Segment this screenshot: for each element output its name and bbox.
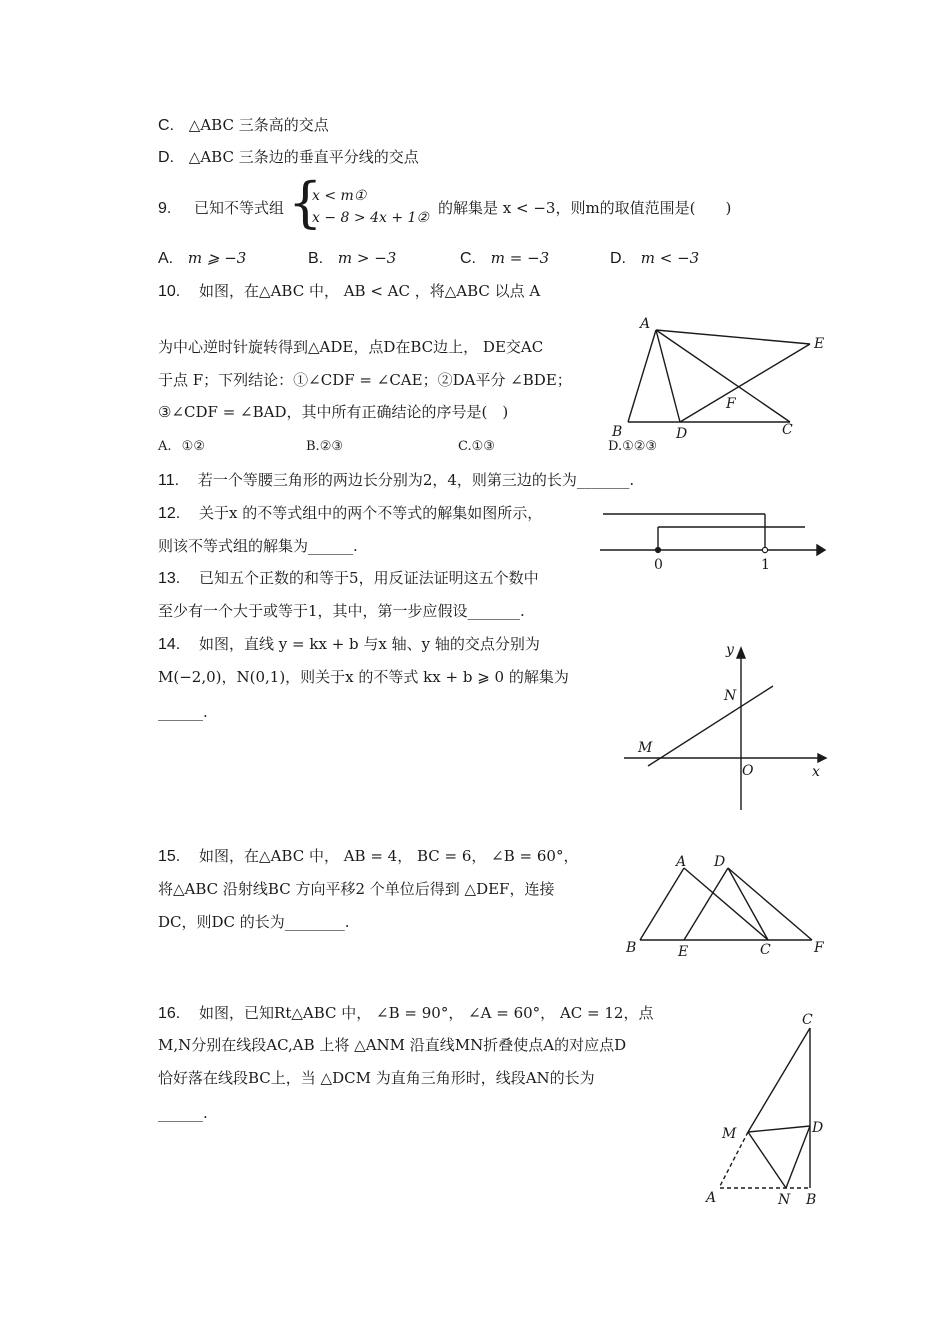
q16-line2: M,N分别在线段AC,AB 上将 △ANM 沿直线MN折叠使点A的对应点D [158, 1036, 627, 1054]
q16-figure [698, 1008, 833, 1213]
q9-option-c-text: m = −3 [490, 249, 550, 267]
q10-option-c-label: C. [458, 439, 472, 454]
q9-option-d-label: D. [610, 250, 626, 267]
q16-line1 [158, 1003, 653, 1024]
q10-option-d-text: ①②③ [622, 439, 658, 454]
q14-line1-text: 如图，直线 y = kx + b 与x 轴、y 轴的交点分别为 [199, 635, 540, 653]
q10-line1-text: 如图，在△ABC 中， AB < AC ，将△ABC 以点 A [199, 282, 541, 300]
q16-label-a: A [706, 1190, 717, 1206]
q10-label-a: A [640, 316, 651, 332]
q15-seg-de [684, 868, 728, 940]
q9-option-a-text: m ⩾ −3 [187, 249, 247, 267]
q12-open-dot-icon [762, 547, 767, 552]
q10-option-d-label: D. [608, 439, 623, 454]
q10-label-e: E [814, 336, 825, 352]
q12-line1-text: 关于x 的不等式组中的两个不等式的解集如图所示， [199, 504, 543, 522]
q16-label-d: D [812, 1120, 824, 1136]
q9-option-a-label: A. [158, 250, 174, 267]
q10-num: 10. [158, 283, 181, 300]
q9-post: 的解集是 x < −3，则m的取值范围是( ) [438, 199, 732, 217]
q15-seg-ab [640, 868, 684, 940]
q12-solid-dot-icon [655, 547, 660, 552]
q10-seg-ae [656, 330, 810, 344]
q9-option-b-text: m > −3 [337, 249, 397, 267]
q9-option-c-label: C. [460, 250, 476, 267]
q10-figure [600, 310, 840, 445]
q10-seg-de [680, 344, 810, 422]
q12-line2: 则该不等式组的解集为______. [158, 537, 358, 555]
q11-num: 11. [158, 472, 180, 489]
q10-label-f: F [726, 396, 736, 412]
q15-seg-df [728, 868, 812, 940]
q10-seg-ab [628, 330, 656, 422]
q14-label-o: O [742, 763, 754, 779]
q15-line1-text: 如图，在△ABC 中， AB = 4， BC = 6， ∠B = 60°， [199, 847, 579, 865]
q15-num: 15. [158, 848, 181, 865]
q10-line1 [158, 281, 540, 302]
q15-seg-ac [684, 868, 768, 940]
q11-line [158, 470, 634, 491]
q9-pre: 已知不等式组 [194, 199, 285, 217]
q10-label-b: B [612, 424, 623, 440]
q15-label-a: A [676, 854, 687, 870]
q16-label-m: M [722, 1126, 737, 1142]
q16-seg-mn [748, 1132, 786, 1188]
q16-label-b: B [806, 1192, 817, 1208]
q15-label-b: B [626, 940, 637, 956]
q9-ineq1: x < m① [312, 188, 367, 204]
q9-option-d-text: m < −3 [640, 249, 700, 267]
q16-line1-text: 如图，已知Rt△ABC 中， ∠B = 90°， ∠A = 60°， AC = 12，点 [199, 1004, 654, 1022]
q14-label-m: M [638, 740, 653, 756]
q9-option-a [158, 248, 246, 269]
q16-seg-nd [786, 1126, 810, 1188]
q16-seg-cm [748, 1028, 810, 1132]
q12-line1 [158, 503, 542, 524]
q14-line2: M(−2,0)，N(0,1)，则关于x 的不等式 kx + b ⩾ 0 的解集为 [158, 668, 569, 686]
q10-option-b-text: ②③ [319, 439, 343, 454]
q9-num: 9. [158, 200, 172, 217]
q14-num: 14. [158, 636, 181, 653]
q12-arrow-icon [817, 545, 825, 555]
q9-number [158, 198, 171, 219]
q10-label-c: C [782, 422, 793, 438]
q10-option-c [458, 437, 495, 457]
q10-option-b-label: B. [306, 439, 320, 454]
q16-num: 16. [158, 1005, 181, 1022]
q15-figure [620, 848, 835, 963]
q16-label-c: C [802, 1012, 813, 1028]
q14-figure [618, 640, 833, 815]
q9-brace: { [288, 171, 323, 234]
q9-option-d [610, 248, 699, 269]
q14-x-arrow-icon [818, 754, 826, 762]
q10-line3: 于点 F；下列结论：①∠CDF = ∠CAE；②DA平分 ∠BDE； [158, 371, 572, 389]
q15-line3: DC，则DC 的长为________. [158, 913, 350, 931]
q8-option-d-text: △ABC 三条边的垂直平分线的交点 [188, 148, 419, 166]
q14-y-arrow-icon [737, 648, 745, 658]
q14-line-kx-b [648, 686, 773, 766]
q10-option-a-label: A. [158, 439, 172, 454]
q13-line1-text: 已知五个正数的和等于5，用反证法证明这五个数中 [199, 569, 539, 587]
q10-option-a-text: ①② [181, 439, 205, 454]
q14-label-y: y [726, 642, 734, 658]
q8-option-d [158, 147, 419, 168]
q13-line1 [158, 568, 539, 589]
q15-label-e: E [678, 944, 689, 960]
q9-option-c [460, 248, 549, 269]
q10-option-b [306, 437, 343, 457]
q9-option-b-label: B. [308, 250, 324, 267]
q15-line2: 将△ABC 沿射线BC 方向平移2 个单位后得到 △DEF，连接 [158, 880, 555, 898]
q15-label-d: D [714, 854, 726, 870]
q10-label-d: D [676, 426, 688, 442]
q12-num: 12. [158, 505, 181, 522]
q11-text: 若一个等腰三角形的两边长分别为2，4，则第三边的长为_______. [197, 471, 635, 489]
q10-option-a [158, 437, 205, 457]
q14-label-x: x [812, 764, 820, 780]
q16-label-n: N [778, 1192, 791, 1208]
q9-option-b [308, 248, 396, 269]
q10-line2: 为中心逆时针旋转得到△ADE，点D在BC边上， DE交AC [158, 338, 544, 356]
q12-label-zero: 0 [654, 557, 663, 573]
q13-line2: 至少有一个大于或等于1，其中，第一步应假设_______. [158, 602, 525, 620]
q8-option-c [158, 115, 329, 136]
q15-label-f: F [814, 940, 824, 956]
q15-label-c: C [760, 942, 771, 958]
q8-option-c-label: C. [158, 117, 174, 134]
q15-line1 [158, 846, 578, 867]
q12-label-one: 1 [761, 557, 770, 573]
q14-label-n: N [724, 688, 737, 704]
q13-num: 13. [158, 570, 181, 587]
q10-option-c-text: ①③ [471, 439, 495, 454]
q9-ineq2: x − 8 > 4x + 1② [312, 210, 429, 226]
q8-option-c-text: △ABC 三条高的交点 [188, 116, 329, 134]
q12-figure [595, 505, 830, 575]
q16-line4: ______. [158, 1104, 208, 1122]
q14-line3: ______. [158, 703, 208, 721]
q16-seg-md [748, 1126, 810, 1132]
q15-seg-dc [728, 868, 768, 940]
q16-line3: 恰好落在线段BC上，当 △DCM 为直角三角形时，线段AN的长为 [158, 1069, 595, 1087]
q14-line1 [158, 634, 540, 655]
q10-line4: ③∠CDF = ∠BAD，其中所有正确结论的序号是( ) [158, 403, 509, 421]
q8-option-d-label: D. [158, 149, 174, 166]
